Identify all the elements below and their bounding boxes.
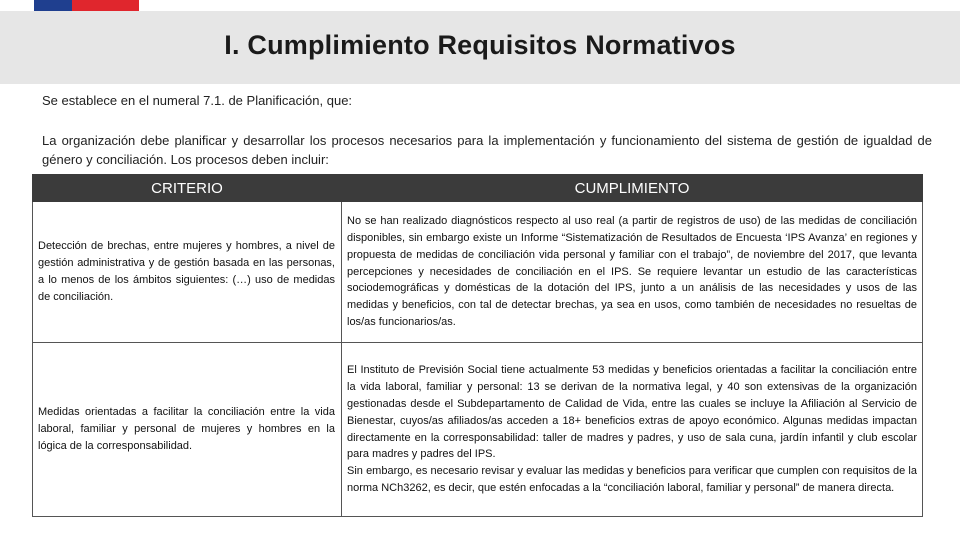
table-header-row [33, 175, 923, 202]
intro-text: Se establece en el numeral 7.1. de Planificación, que: [42, 93, 353, 108]
column-header-criterio: CRITERIO [33, 175, 342, 202]
criteria-table [32, 174, 923, 517]
column-header-cumplimiento: CUMPLIMIENTO [342, 175, 923, 202]
criterio-cell: Medidas orientadas a facilitar la conciliación entre la vida laboral, familiar y personal de mujeres y hombres en la lógica de la corresponsabilidad. [33, 343, 342, 517]
flag-blue-segment [34, 0, 72, 11]
cumplimiento-cell [342, 343, 923, 517]
flag-red-segment [72, 0, 139, 11]
table-row [33, 202, 923, 343]
cumplimiento-paragraph: El Instituto de Previsión Social tiene actualmente 53 medidas y beneficios orientadas a facilitar la conciliación entre la vida laboral, familiar y personal: 13 se derivan de la normativa legal, y 40 son extensivas de la organización gestionadas desde el Subdepartamento de Calidad de Vida, entre las cuales se incluye la Afiliación al Servicio de Bienestar, cuyos/as afiliados/as acceden a 18+ beneficios extras de apoyo económico. Algunas medidas impactan directamente en la corresponsabilidad: taller de madres y padres, y uso de sala cuna, jardín infantil y club escolar para madres y padres del IPS. [347, 363, 917, 461]
page-title: I. Cumplimiento Requisitos Normativos [224, 30, 736, 60]
cumplimiento-cell: No se han realizado diagnósticos respecto al uso real (a partir de registros de uso) de las medidas de conciliación disponibles, sin embargo existe un Informe “Sistematización de Resultados de Encuesta ‘IPS Avanza’ en regiones y propuesta de medidas de conciliación vida personal y familiar con el trabajo”, de noviembre del 2017, que levanta percepciones y necesidades de conciliación en el IPS. Se requiere levantar un estudio de las características sociodemográficas y domésticas de la dotación del IPS, junto a un análisis de las necesidades y usos de las medidas y beneficios, con tal de detectar brechas, ya sea en usos, como también de necesidades no resueltas de los/as funcionarios/as. [342, 202, 923, 343]
cumplimiento-paragraph: Sin embargo, es necesario revisar y evaluar las medidas y beneficios para verificar que cumplen con requisitos de la norma NCh3262, es decir, que estén enfocadas a la “conciliación laboral, familiar y personal” de manera directa. [347, 465, 917, 495]
flag-stripe [34, 0, 139, 11]
intro-paragraph: La organización debe planificar y desarrollar los procesos necesarios para la implementación y funcionamiento del sistema de gestión de igualdad de género y conciliación. Los procesos deben incluir: [42, 133, 932, 167]
table-row [33, 343, 923, 517]
criterio-cell: Detección de brechas, entre mujeres y hombres, a nivel de gestión administrativa y de gestión basada en las personas, a lo menos de los ámbitos siguientes: (…) uso de medidas de conciliación. [33, 202, 342, 343]
